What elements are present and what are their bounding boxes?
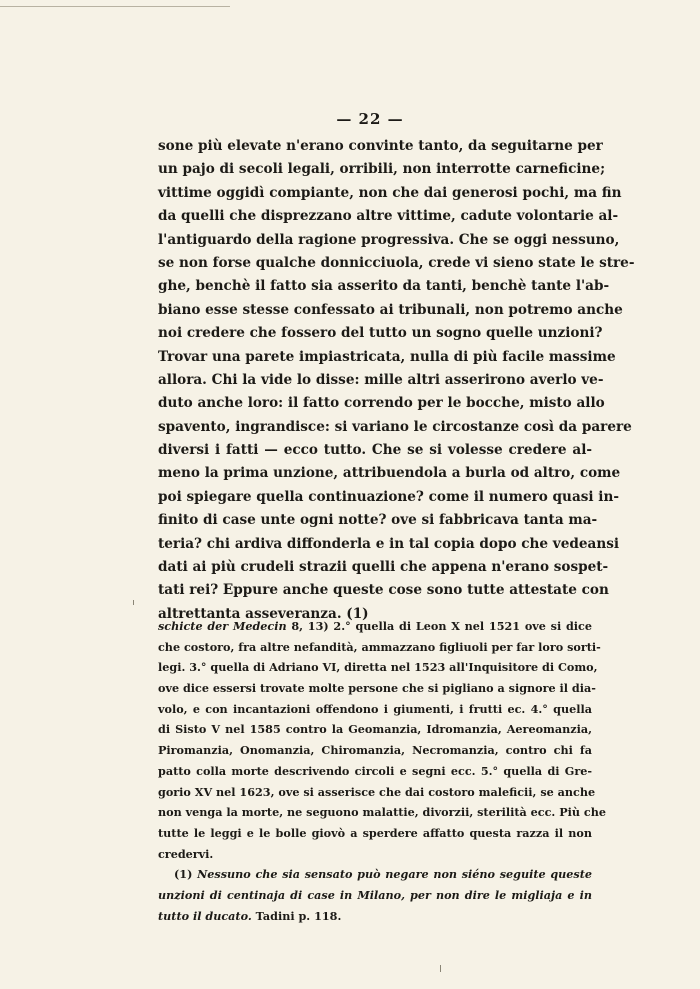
text-line: allora. Chi la vide lo disse: mille altri asserirono averlo ve-: [158, 371, 604, 388]
footnote-italic-text: Nessuno che sia sensato può negare non siéno seguite queste: [197, 867, 592, 882]
text-line: un pajo di secoli legali, orribili, non interrotte carneficine;: [158, 161, 606, 178]
text-line: finito di case unte ogni notte? ove si fabbricava tanta ma-: [158, 512, 598, 529]
note-line: che costoro, fra altre nefandità, ammazzano figliuoli per far loro sorti-: [158, 639, 601, 654]
note-line: ove dice essersi trovate molte persone che si pigliano a signore il dia-: [158, 681, 596, 696]
note-text: 8, 13) 2.° quella di Leon X nel 1521 ove si dice: [286, 619, 592, 633]
text-line: spavento, ingrandisce: si variano le circostanze così da parere: [158, 418, 632, 435]
note-line: gorio XV nel 1623, ove si asserisce che dai costoro maleficii, se anche: [158, 784, 596, 799]
notes-section: [158, 616, 606, 926]
text-line: sone più elevate n'erano convinte tanto, da seguitarne per: [158, 138, 603, 154]
text-line: poi spiegare quella continuazione? come il numero quasi in-: [158, 488, 619, 505]
text-line: Trovar una parete impiastricata, nulla di più facile massime: [158, 348, 616, 365]
text-line: vittime oggidì compiante, non che dai generosi pochi, ma fin: [158, 184, 622, 201]
note-line: Piromanzia, Onomanzia, Chiromanzia, Necromanzia, contro chi fa: [158, 743, 592, 758]
note-italic-text: schicte der Medecin: [158, 619, 287, 633]
note-line: non venga la morte, ne seguono malattie, divorzii, sterilità ecc. Più che: [158, 805, 606, 820]
note-line: volo, e con incantazioni offendono i giumenti, i frutti ec. 4.° quella: [158, 701, 592, 716]
text-line: noi credere che fossero del tutto un sogno quelle unzioni?: [158, 325, 603, 342]
footnote-italic-text: tutto il ducato.: [158, 908, 252, 923]
text-line: teria? chi ardiva diffonderla e in tal copia dopo che vedeansi: [158, 535, 620, 552]
paper-speck: [440, 965, 441, 972]
page-number: — 22 —: [336, 110, 404, 128]
footnote-line: [158, 906, 592, 927]
text-line: da quelli che disprezzano altre vittime, cadute volontarie al-: [158, 208, 619, 225]
text-line: dati ai più crudeli strazii quelli che appena n'erano sospet-: [158, 559, 609, 576]
text-line: tati rei? Eppure anche queste cose sono tutte attestate con: [158, 582, 609, 599]
text-line: l'antiguardo della ragione progressiva. Che se oggi nessuno,: [158, 231, 620, 248]
paper-speck: [133, 600, 134, 605]
text-line: se non forse qualche donnicciuola, crede vi sieno state le stre-: [158, 254, 635, 271]
footnote-text: Tadini p. 118.: [251, 908, 342, 923]
footnote-marker: (1): [174, 867, 198, 882]
text-line: duto anche loro: il fatto correndo per le bocche, misto allo: [158, 395, 605, 412]
note-line: patto colla morte descrivendo circoli e segni ecc. 5.° quella di Gre-: [158, 763, 592, 778]
note-line: tutte le leggi e le bolle giovò a sperdere affatto questa razza il non: [158, 825, 592, 840]
note-line: credervi.: [158, 846, 214, 861]
text-line: diversi i fatti — ecco tutto. Che se si volesse credere al-: [158, 442, 592, 459]
text-line: meno la prima unzione, attribuendola a burla od altro, come: [158, 465, 621, 482]
footnote-line: [158, 864, 592, 885]
text-line: biano esse stesse confessato ai tribunali, non potremo anche: [158, 301, 623, 318]
text-line-last: altrettanta asseveranza. (1): [158, 605, 369, 622]
footnote-line: unzioni di centinaja di case in Milano, per non dire le migliaja e in: [158, 887, 592, 902]
main-text: [158, 135, 635, 626]
note-line: di Sisto V nel 1585 contro la Geomanzia, Idromanzia, Aereomanzia,: [158, 722, 592, 737]
text-line: ghe, benchè il fatto sia asserito da tanti, benchè tante l'ab-: [158, 278, 610, 295]
note-line: [158, 616, 592, 637]
top-rule: [0, 6, 230, 7]
note-line: legi. 3.° quella di Adriano VI, diretta nel 1523 all'Inquisitore di Como,: [158, 660, 598, 675]
